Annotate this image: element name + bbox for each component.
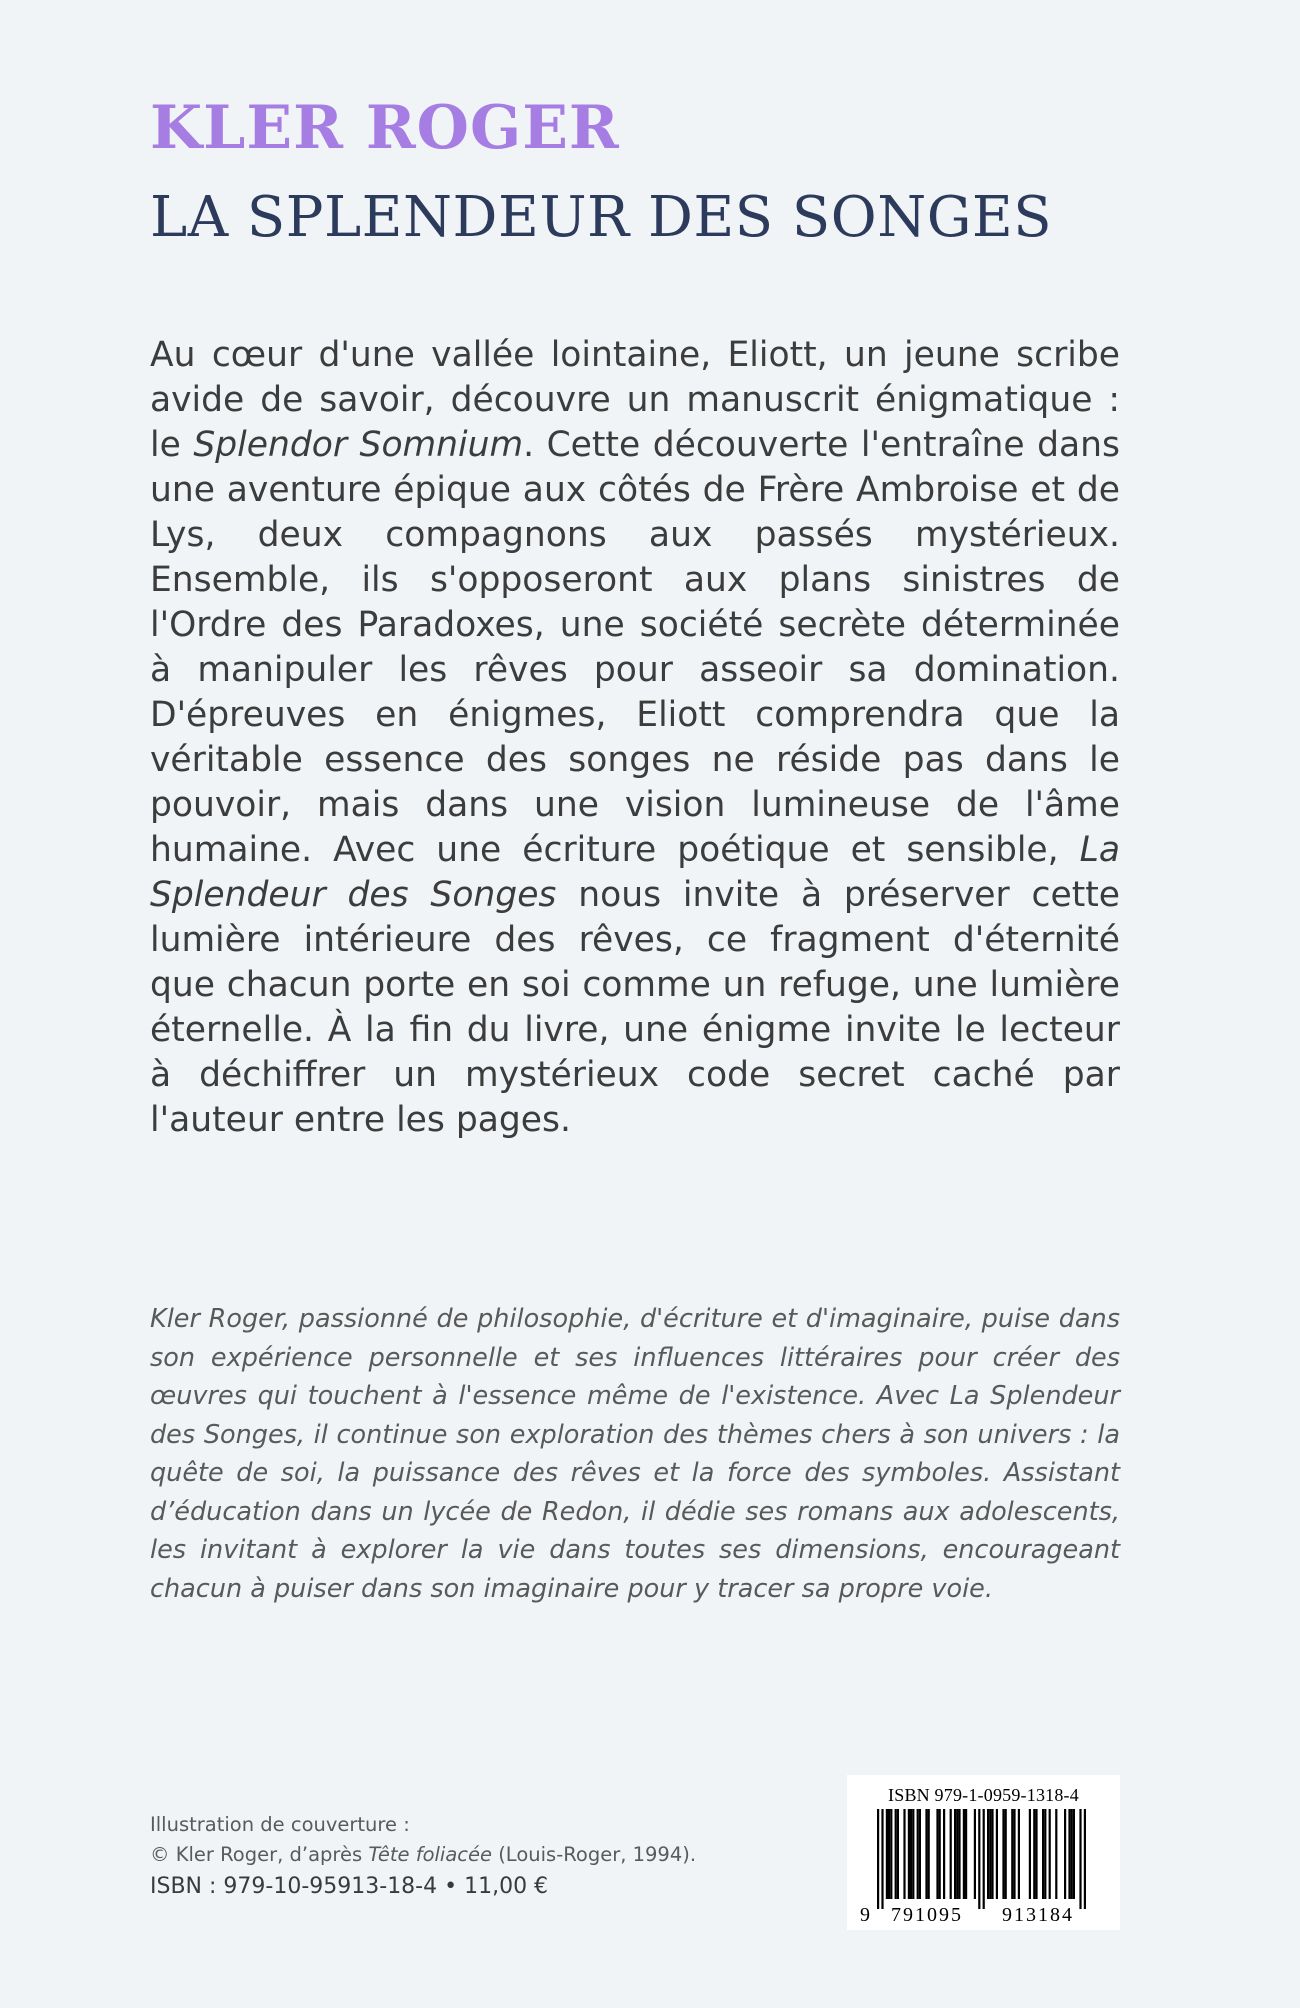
barcode-bar [1042, 1809, 1044, 1899]
barcode-bar [1005, 1809, 1007, 1899]
barcode-bar [965, 1809, 967, 1899]
barcode-bar [936, 1809, 938, 1899]
credit-prefix: © Kler Roger, d’après [150, 1843, 369, 1866]
barcode-bar [1068, 1809, 1070, 1899]
credits-block [150, 1810, 696, 1902]
barcode-bar [1064, 1809, 1066, 1899]
author-name: KLER ROGER [150, 93, 620, 163]
barcode-guard-bar [881, 1809, 883, 1909]
barcode-digits-left: 791095 [891, 1904, 963, 1925]
illustration-credit-label: Illustration de couverture : [150, 1813, 410, 1836]
blurb-part-1: Au cœur d'une vallée lointaine, Eliott, un jeune scribe avide de savoir, découvre un manuscrit énigmatique : le [150, 335, 1120, 465]
barcode-icon [857, 1809, 1110, 1925]
barcode-bar [991, 1809, 993, 1899]
author-bio: Kler Roger, passionné de philosophie, d'écriture et d'imaginaire, puise dans son expérience personnelle et ses influences littéraires pour créer des œuvres qui touchent à l'essence même de l'existence. Avec La Splendeur des Songes, il continue son exploration des thèmes chers à son univers : la quête de soi, la puissance des rêves et la force des symboles. Assistant d’éducation dans un lycée de Redon, il dédie ses romans aux adolescents, les invitant à explorer la vie dans toutes ses dimensions, encourageant chacun à puiser dans son imaginaire pour y tracer sa propre voie. [150, 1304, 1120, 1604]
barcode-guard-bar [877, 1809, 879, 1909]
barcode-box [847, 1775, 1120, 1930]
barcode-bar [888, 1809, 890, 1899]
barcode-bar [1049, 1809, 1051, 1899]
barcode-bar [1013, 1809, 1015, 1899]
barcode-bar [1055, 1809, 1057, 1899]
barcode-bar [903, 1809, 905, 1899]
credit-suffix: (Louis-Roger, 1994). [492, 1843, 697, 1866]
blurb-part-2: . Cette découverte l'entraîne dans une aventure épique aux côtés de Frère Ambroise et de Lys, deux compagnons aux passés mystérieux. Ensemble, ils s'opposeront aux plans sinistres de l'Ordre des Paradoxes, une société secrète déterminée à manipuler les rêves pour asseoir sa domination. D'épreuves en énigmes, Eliott comprendra que la véritable essence des songes ne réside pas dans le pouvoir, mais dans une vision lumineuse de l'âme humaine. Avec une écriture poétique et sensible, [150, 425, 1120, 870]
barcode-bar [996, 1809, 998, 1899]
barcode-bar [956, 1809, 958, 1899]
barcode-bar [954, 1809, 956, 1899]
barcode-bar [1071, 1809, 1073, 1899]
barcode-bar [963, 1809, 965, 1899]
barcode-bar [939, 1809, 941, 1899]
barcode-bar [943, 1809, 945, 1899]
barcode-bar [925, 1809, 927, 1899]
barcode-digit-first: 9 [860, 1904, 870, 1925]
barcode-bar [987, 1809, 989, 1899]
barcode-bar [890, 1809, 892, 1899]
barcode-guard-bar [978, 1809, 980, 1909]
barcode-bar [1033, 1809, 1035, 1899]
barcode-bar [917, 1809, 919, 1899]
barcode-bar [1035, 1809, 1037, 1899]
barcode-guard-bar [1079, 1809, 1081, 1909]
barcode-guard-bar [1084, 1809, 1086, 1909]
barcode-bar [1018, 1809, 1020, 1899]
barcode-bar [886, 1809, 888, 1899]
barcode-bar [1029, 1809, 1031, 1899]
barcode-bar [908, 1809, 910, 1899]
isbn-price: ISBN : 979-10-95913-18-4 • 11,00 € [150, 1874, 549, 1899]
barcode-bar [895, 1809, 897, 1899]
barcode-bar [950, 1809, 952, 1899]
blurb-italic-title: La Splendeur des Songes [150, 830, 1120, 915]
book-title: LA SPLENDEUR DES SONGES [150, 185, 1053, 250]
barcode-bar [1044, 1809, 1046, 1899]
blurb-italic-manuscript: Splendor Somnium [193, 425, 524, 465]
barcode-isbn-label: ISBN 979-1-0959-1318-4 [888, 1785, 1079, 1805]
barcode-bar [1011, 1809, 1013, 1899]
barcode-guard-bar [983, 1809, 985, 1909]
barcode-bar [1073, 1809, 1075, 1899]
barcode-bar [974, 1809, 976, 1899]
barcode-bar [1002, 1809, 1004, 1899]
barcode-bar [897, 1809, 899, 1899]
barcode-bar [919, 1809, 921, 1899]
credit-artwork-title: Tête foliacée [368, 1843, 492, 1866]
barcode-bar [912, 1809, 914, 1899]
blurb-part-3: nous invite à préserver cette lumière intérieure des rêves, ce fragment d'éternité que chacun porte en soi comme un refuge, une lumière éternelle. À la fin du livre, une énigme invite le lecteur à déchiffrer un mystérieux code secret caché par l'auteur entre les pages. [150, 875, 1120, 1140]
barcode-digits-right: 913184 [1002, 1904, 1074, 1925]
barcode-bar [958, 1809, 960, 1899]
barcode-bar [928, 1809, 930, 1899]
book-blurb [150, 333, 1120, 1143]
barcode-bar [989, 1809, 991, 1899]
barcode-bar [910, 1809, 912, 1899]
illustration-credit-detail [150, 1840, 696, 1870]
